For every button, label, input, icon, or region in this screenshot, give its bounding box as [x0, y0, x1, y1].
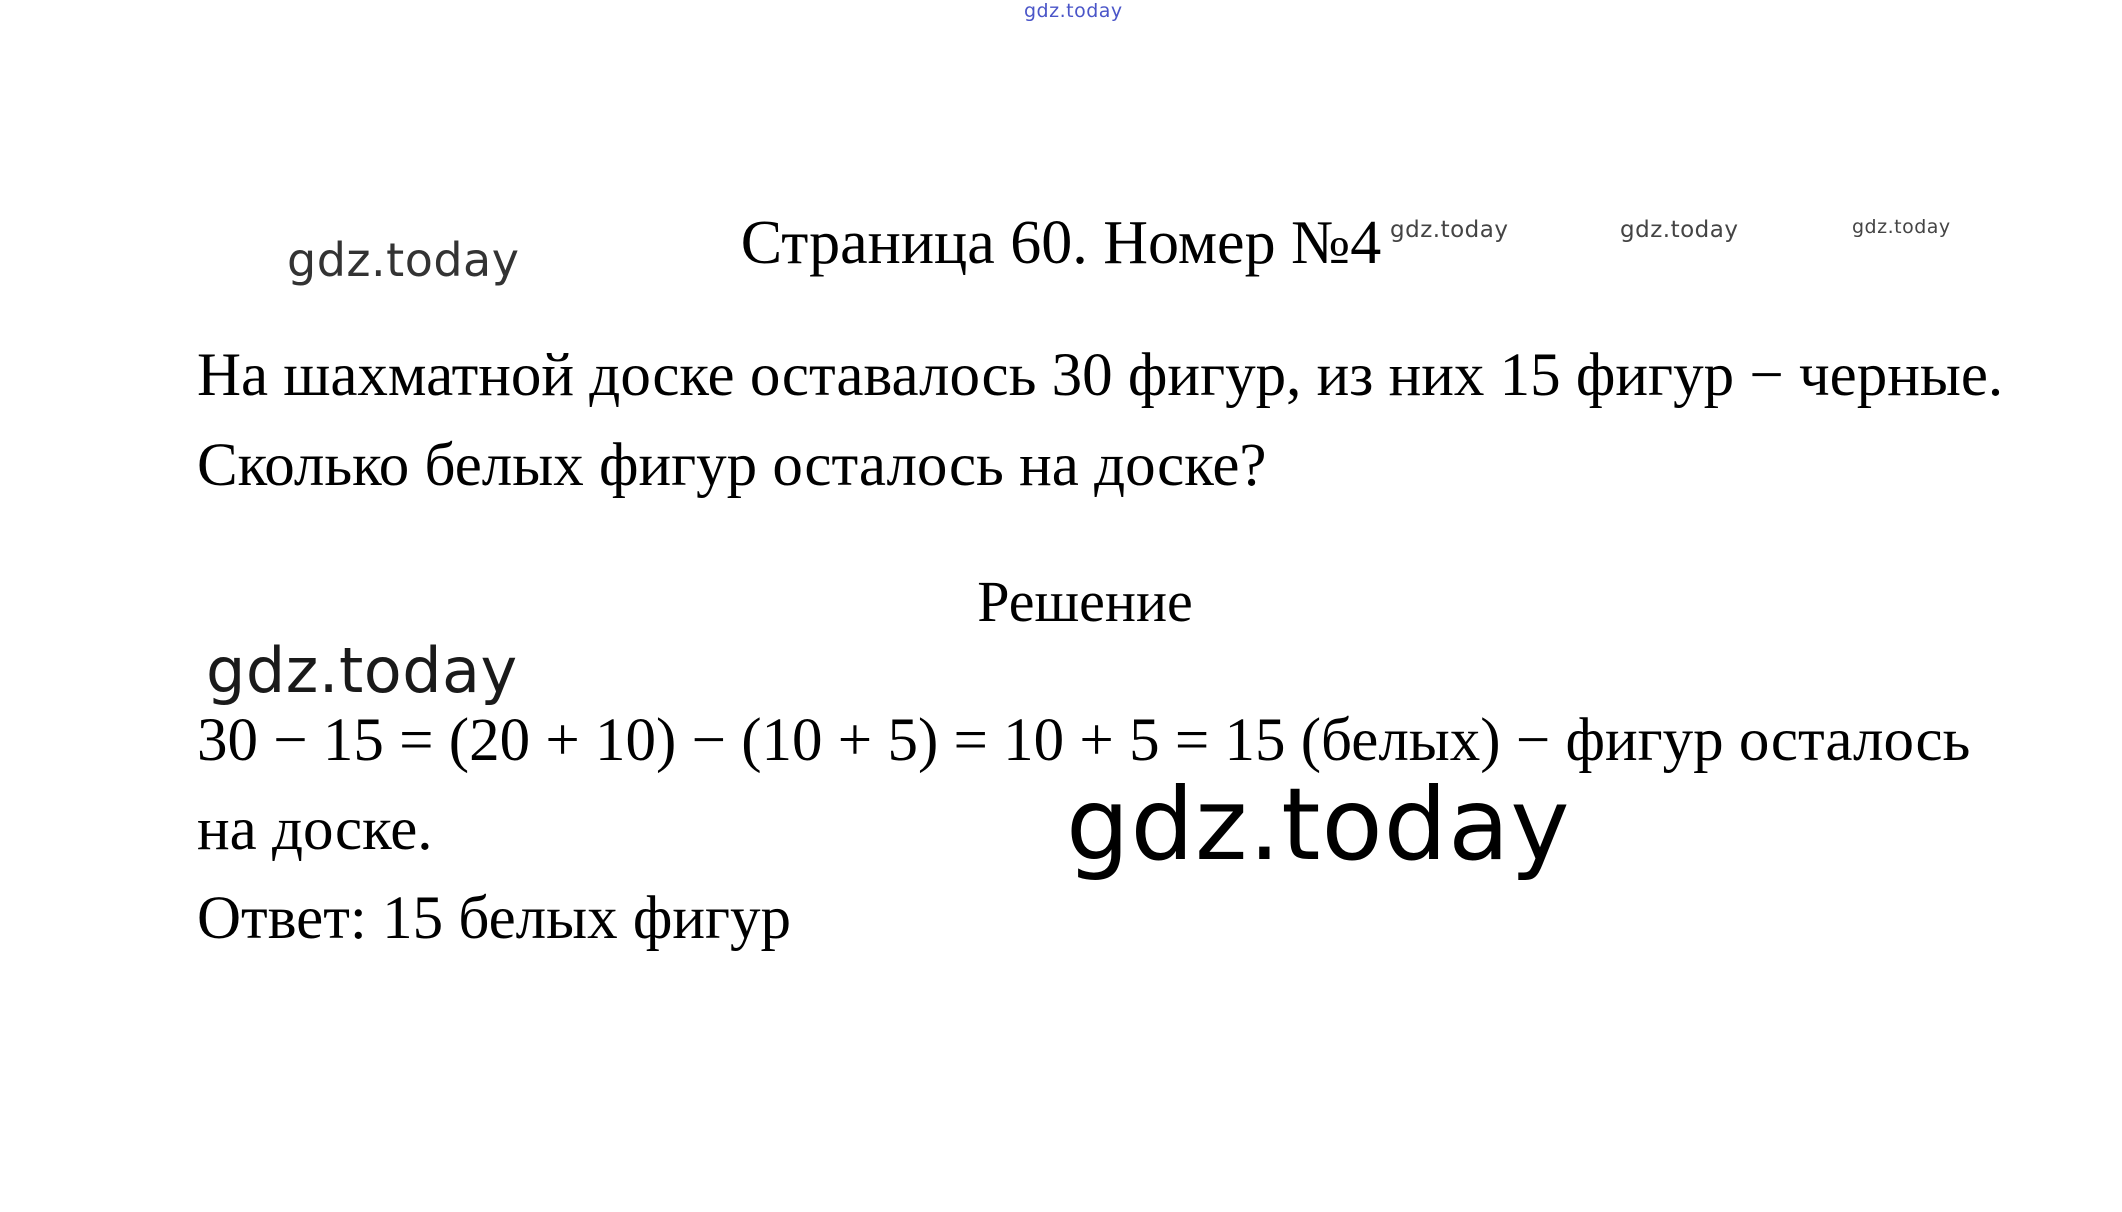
watermark-small-2: gdz.today [1620, 217, 1739, 243]
solution-text-line-1: 30 − 15 = (20 + 10) − (10 + 5) = 10 + 5 = 15 (белых) − фигур осталось [197, 707, 1971, 774]
problem-text-line-2: Сколько белых фигур осталось на доске? [197, 432, 1267, 499]
watermark-mid: gdz.today [206, 634, 518, 707]
watermark-top: gdz.today [1024, 0, 1123, 22]
solution-heading: Решение [977, 569, 1193, 634]
watermark-small-3: gdz.today [1852, 216, 1951, 238]
watermark-big: gdz.today [1066, 766, 1571, 883]
page-title [0, 209, 2122, 277]
page-title-text: Страница 60. Номер №4 [740, 209, 1382, 277]
problem-text-line-1: На шахматной доске оставалось 30 фигур, из них 15 фигур − черные. [197, 342, 2004, 409]
watermark-left-title: gdz.today [287, 233, 520, 287]
solution-text-line-2: на доске. [197, 796, 433, 863]
watermark-small-1: gdz.today [1390, 217, 1509, 243]
answer-text: Ответ: 15 белых фигур [197, 885, 792, 952]
